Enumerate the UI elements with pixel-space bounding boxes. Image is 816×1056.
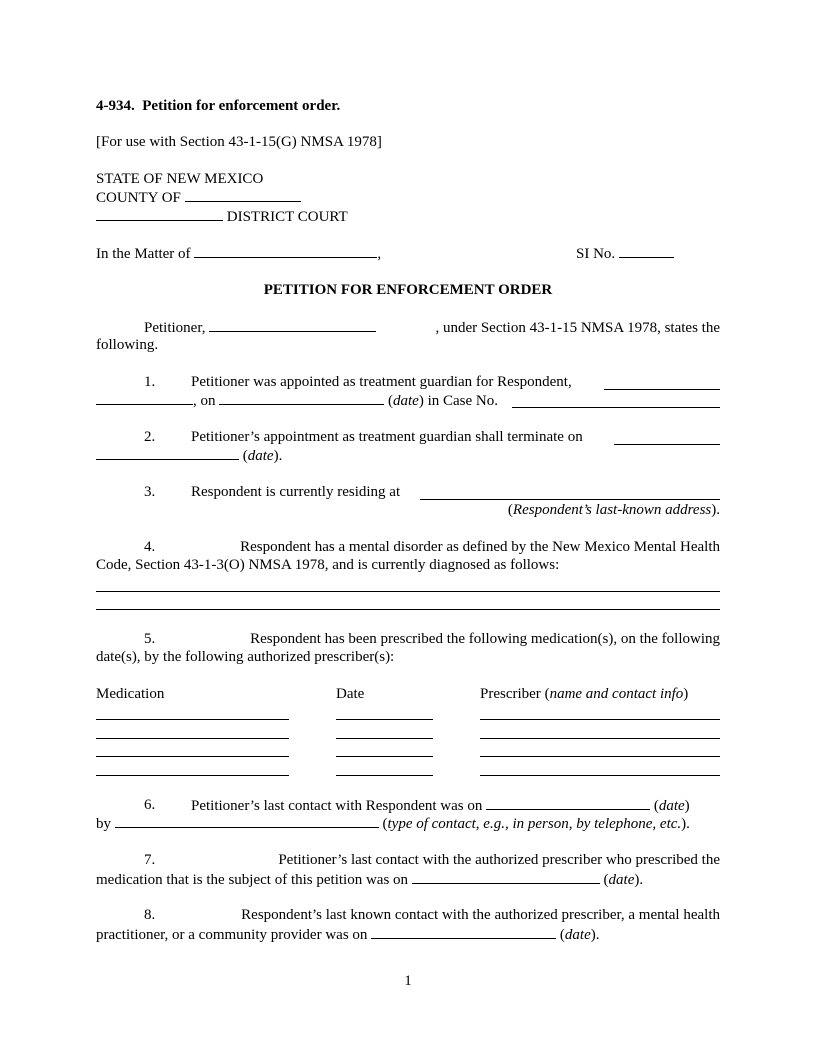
rule-heading — [96, 97, 340, 115]
provider-contact-date-blank[interactable] — [371, 925, 556, 939]
by-label: by — [96, 816, 111, 832]
item-1-number: 1. — [144, 374, 156, 390]
court-label: DISTRICT COURT — [226, 209, 348, 225]
prescriber-note: name and contact info — [549, 686, 684, 702]
item-5-number: 5. — [144, 631, 156, 647]
intro-line-2: following. — [96, 337, 159, 353]
date-label: date — [658, 798, 685, 814]
diagnosis-line-2[interactable] — [96, 609, 720, 610]
medication-blank[interactable] — [96, 756, 289, 757]
date-label: date — [608, 872, 635, 888]
case-number-blank[interactable] — [512, 407, 720, 408]
item-2-line-2: (date). — [96, 446, 282, 465]
item-4-line-2: Code, Section 43-1-3(O) NMSA 1978, and is currently diagnosed as follows: — [96, 557, 560, 573]
item-6-text: Petitioner’s last contact with Respondent was on — [191, 798, 483, 814]
item-8-text: Respondent’s last known contact with the authorized prescriber, a mental health — [241, 907, 720, 923]
si-number-blank[interactable] — [619, 244, 674, 258]
prescriber-header: Prescriber (name and contact info) — [480, 686, 689, 702]
county-label: COUNTY OF — [96, 190, 181, 206]
medication-blank[interactable] — [96, 775, 289, 776]
county-line — [96, 188, 301, 207]
item-7-number: 7. — [144, 852, 156, 868]
prescriber-blank[interactable] — [480, 775, 720, 776]
last-contact-date-blank[interactable] — [486, 796, 650, 810]
appointment-date-blank[interactable] — [219, 391, 384, 405]
prescriber-contact-date-blank[interactable] — [412, 870, 600, 884]
page-title: PETITION FOR ENFORCEMENT ORDER — [263, 282, 553, 298]
medication-blank[interactable] — [96, 719, 289, 720]
item-4-line-1 — [144, 538, 720, 556]
item-8-number: 8. — [144, 907, 156, 923]
court-line — [96, 207, 348, 226]
prescriber-blank[interactable] — [480, 719, 720, 720]
prescriber-blank[interactable] — [480, 756, 720, 757]
item-7-text: Petitioner’s last contact with the authorized prescriber who prescribed the — [278, 852, 720, 868]
medication-date-blank[interactable] — [336, 719, 433, 720]
item-4-text: Respondent has a mental disorder as defined by the New Mexico Mental Health — [240, 539, 720, 555]
item-3-text: Respondent is currently residing at — [191, 484, 401, 500]
medication-date-blank[interactable] — [336, 738, 433, 739]
intro-text: , under Section 43-1-15 NMSA 1978, states the — [435, 320, 720, 336]
termination-date-blank-2[interactable] — [96, 446, 239, 460]
item-8-text-2: practitioner, or a community provider was on — [96, 927, 368, 943]
state-label: STATE OF NEW MEXICO — [96, 171, 264, 187]
item-4-number: 4. — [144, 539, 156, 555]
item-2-text: Petitioner’s appointment as treatment guardian shall terminate on — [191, 429, 583, 445]
item-8-line-1 — [144, 906, 720, 924]
item-5-text: Respondent has been prescribed the following medication(s), on the following — [250, 631, 720, 647]
page-number: 1 — [404, 973, 412, 989]
county-blank[interactable] — [185, 188, 301, 202]
item-6-number: 6. — [144, 797, 156, 813]
item-5-line-1 — [144, 630, 720, 648]
item-6-line-2: by (type of contact, e.g., in person, by telephone, etc.). — [96, 816, 690, 832]
item-1-line-2: , on (date) in Case No. — [96, 391, 498, 410]
termination-date-blank[interactable] — [614, 444, 720, 445]
date-label: date — [564, 927, 591, 943]
court-blank[interactable] — [96, 207, 223, 221]
item-5-line-2: date(s), by the following authorized prescriber(s): — [96, 649, 395, 665]
item-8-line-2: practitioner, or a community provider was on (date). — [96, 927, 600, 943]
case-no-label: in Case No. — [427, 393, 498, 409]
diagnosis-line-1[interactable] — [96, 591, 720, 592]
item-2-number: 2. — [144, 429, 156, 445]
contact-type-blank[interactable] — [115, 814, 379, 828]
si-label: SI No. — [576, 246, 616, 262]
medication-header: Medication — [96, 686, 165, 702]
item-7-text-2: medication that is the subject of this petition was on — [96, 872, 409, 888]
si-line — [576, 244, 674, 263]
petitioner-name-blank[interactable] — [209, 318, 376, 332]
item-7-line-2: medication that is the subject of this petition was on (date). — [96, 872, 644, 888]
use-note: [For use with Section 43-1-15(G) NMSA 1978] — [96, 134, 382, 150]
contact-type-label: type of contact, e.g., in person, by telephone, etc. — [387, 816, 682, 832]
item-3-number: 3. — [144, 484, 156, 500]
medication-date-blank[interactable] — [336, 775, 433, 776]
item-1-on: , on — [193, 393, 216, 409]
matter-label: In the Matter of — [96, 246, 191, 262]
rule-title: Petition for enforcement order. — [142, 98, 341, 114]
address-label: Respondent’s last-known address — [512, 502, 712, 518]
medication-date-blank[interactable] — [336, 756, 433, 757]
date-header: Date — [336, 686, 365, 702]
item-6-line-1: Petitioner’s last contact with Respondent was on (date) — [191, 798, 690, 814]
item-1-text: Petitioner was appointed as treatment guardian for Respondent, — [191, 374, 572, 390]
respondent-name-blank[interactable] — [604, 389, 720, 390]
medication-blank[interactable] — [96, 738, 289, 739]
prescriber-label: Prescriber — [480, 686, 541, 702]
matter-line: In the Matter of , — [96, 246, 382, 262]
respondent-name-blank-2[interactable] — [96, 391, 193, 405]
date-label: date — [247, 448, 274, 464]
matter-blank[interactable] — [194, 244, 377, 258]
intro-word: Petitioner, — [144, 320, 206, 336]
prescriber-blank[interactable] — [480, 738, 720, 739]
item-7-line-1 — [144, 851, 720, 869]
intro-line-1 — [144, 318, 720, 337]
address-blank[interactable] — [420, 499, 720, 500]
rule-number: 4-934. — [96, 98, 135, 114]
date-label: date — [393, 393, 419, 409]
address-note: (Respondent’s last-known address). — [507, 502, 720, 518]
